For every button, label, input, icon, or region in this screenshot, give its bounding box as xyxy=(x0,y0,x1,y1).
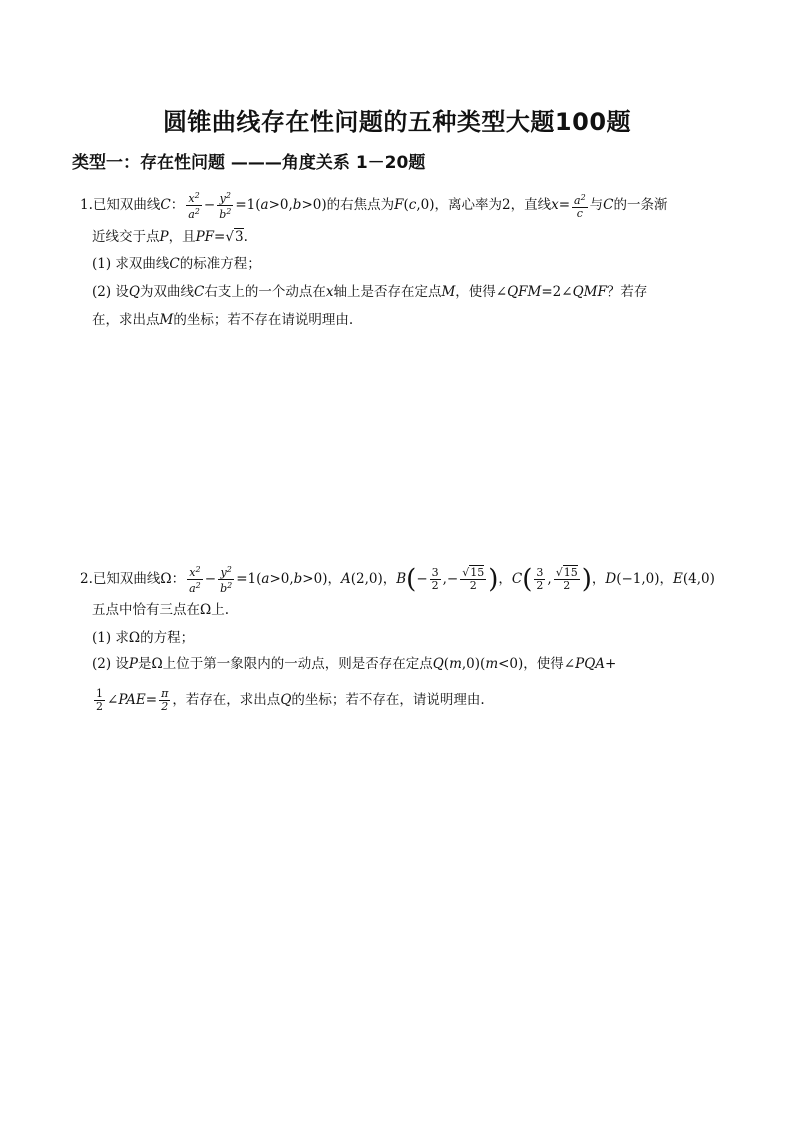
q1-text: (2) 设 xyxy=(92,284,129,300)
q2-text: 已知双曲线Ω： xyxy=(92,571,186,587)
q1-text: 的一条渐 xyxy=(613,197,668,213)
q2-text: ，使得 xyxy=(523,656,564,672)
q1-text: 已知双曲线 xyxy=(92,197,161,213)
q1-text: 为双曲线 xyxy=(140,284,194,300)
q1-text: 右支上的一个动点在 xyxy=(204,284,326,300)
q2-line-2: 五点中恰有三点在Ω上. xyxy=(92,602,229,618)
page-title: 圆锥曲线存在性问题的五种类型大题100题 xyxy=(162,108,632,136)
section-heading: 类型一：存在性问题 ———角度关系 1－20题 xyxy=(72,153,426,173)
q1-text: ，使得 xyxy=(455,284,496,300)
q2-text: 是Ω上位于第一象限内的一动点，则是否存在定点 xyxy=(138,656,433,672)
q1-line-2: 近线交于点P，且PF=√3. xyxy=(92,229,248,245)
q1-text: 与 xyxy=(589,197,604,213)
q1-part-1: (1) 求双曲线C的标准方程； xyxy=(92,256,261,272)
q1-text: 轴上是否存在定点 xyxy=(333,284,442,300)
q1-text: (1) 求双曲线 xyxy=(92,256,170,272)
q2-text: ，若存在，求出点 xyxy=(172,692,281,708)
q1-number: 1. xyxy=(80,197,93,213)
q1-text: ，且 xyxy=(168,229,196,245)
q1-text: 的标准方程； xyxy=(179,256,261,272)
q2-number: 2. xyxy=(80,571,93,587)
q2-text: (2) 设 xyxy=(92,656,129,672)
q2-part-1: (1) 求Ω的方程； xyxy=(92,630,195,646)
q1-text: ，离心率为2，直线 xyxy=(434,197,552,213)
q2-part-2: (2) 设P是Ω上位于第一象限内的一动点，则是否存在定点Q(m,0)(m<0)，使得∠PQA+ xyxy=(92,656,617,672)
q1-text: 的坐标；若不存在请说明理由. xyxy=(173,312,354,328)
q1-text: 的右焦点为 xyxy=(326,197,395,213)
q2-text: 的坐标；若不存在，请说明理由. xyxy=(291,692,485,708)
q1-text: ？若存 xyxy=(606,284,648,300)
q1-part-2: (2) 设Q为双曲线C右支上的一个动点在x轴上是否存在定点M，使得∠QFM=2∠QMF？若存 xyxy=(92,284,648,300)
q1-line-5: 在，求出点M的坐标；若不存在请说明理由. xyxy=(92,312,354,328)
q1-text: 在，求出点 xyxy=(92,312,160,328)
q2-line-1: 2.已知双曲线Ω： $\frac{x^2}{a^2}$ − $\frac{y^2}{b^2}$ =1(a>0,b>0)，A(2,0)，B(− $\frac{3}{2}$ ,− $\frac{√15}{2}$ )，C( $\frac{3}{2}$ , $\frac{√15}{2}$ )，D(−1,0)，E(4,0) xyxy=(80,564,715,595)
q1-text: 近线交于点 xyxy=(92,229,160,245)
q2-line-5: $\frac{1}{2}$ ∠PAE= $\frac{\pi}{2}$ ，若存在，求出点Q的坐标；若不存在，请说明理由. xyxy=(96,687,485,713)
q1-line-1: 1.已知双曲线C： $\frac{x^2}{a^2}$ − $\frac{y^2}{b^2}$ =1(a>0,b>0)的右焦点为F(c,0)，离心率为2，直线x= $\frac{a^2}{c}$ 与C的一条渐 xyxy=(80,191,668,221)
